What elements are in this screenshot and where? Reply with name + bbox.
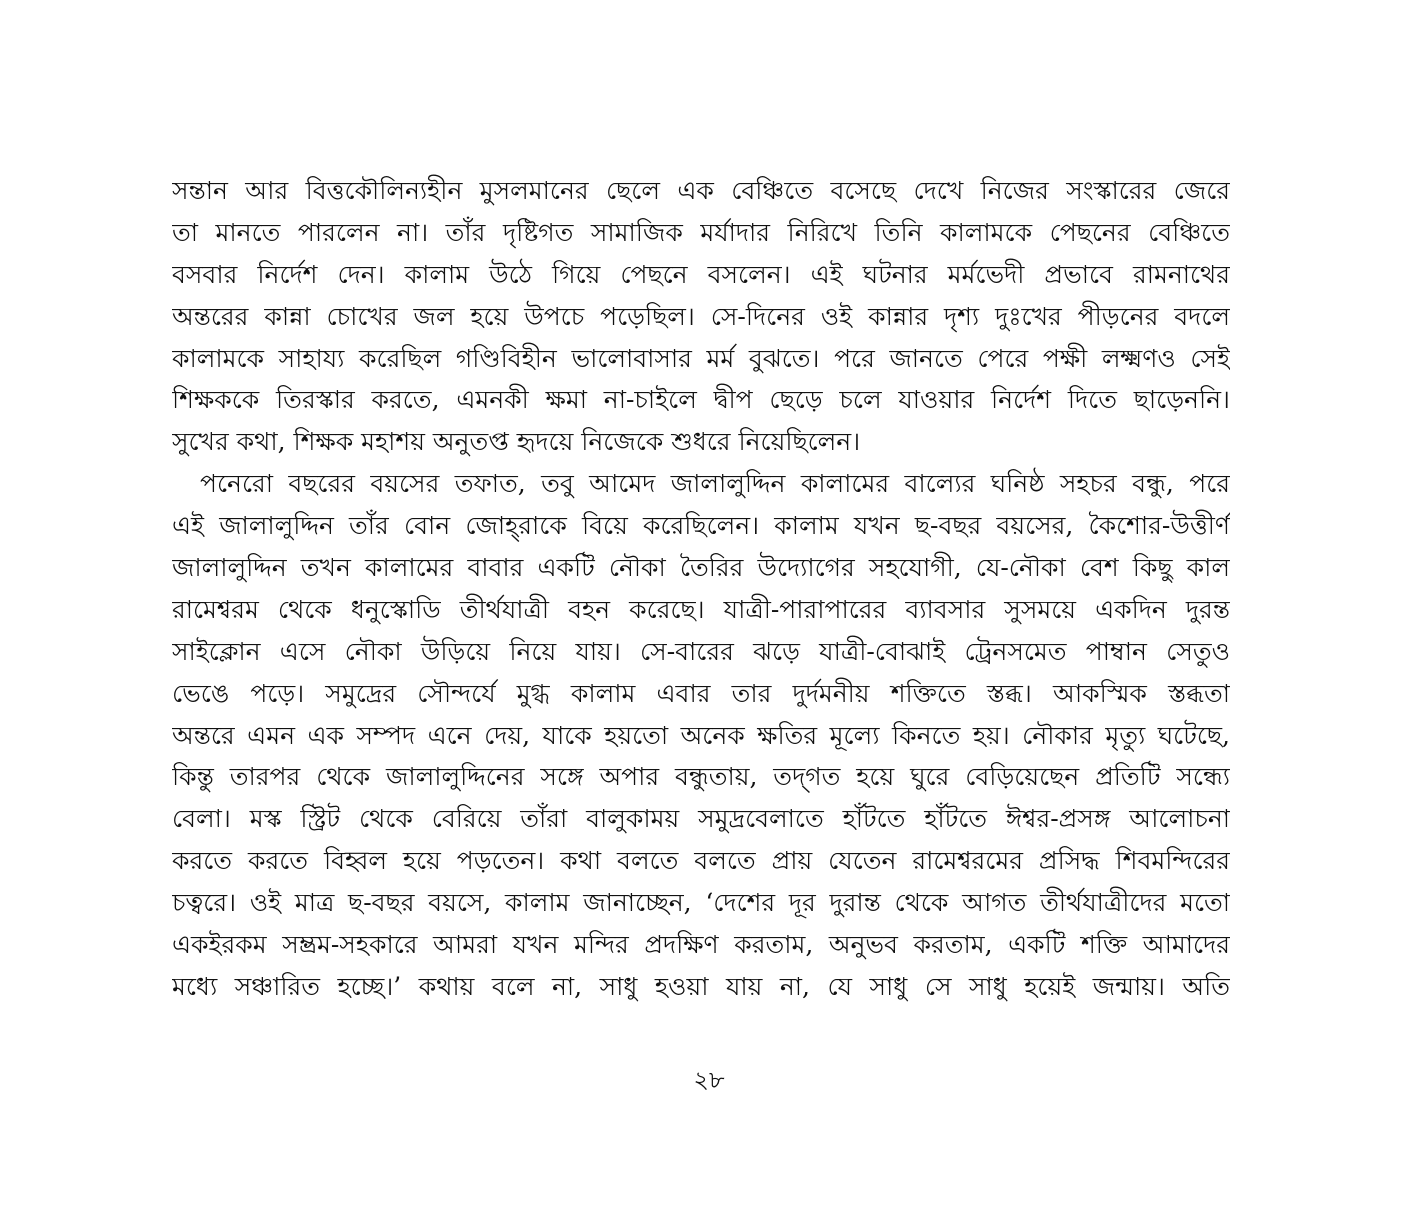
text-line: করতে করতে বিহ্বল হয়ে পড়তেন। কথা বলতে বলতে প্রায় যেতেন রামেশ্বরমের প্রসিদ্ধ শিবমন্দিরের	[172, 846, 1230, 876]
text-body	[172, 170, 1230, 1008]
text-line: রামেশ্বরম থেকে ধনুস্কোডি তীর্থযাত্রী বহন করেছে। যাত্রী-পারাপারের ব্যাবসার সুসময়ে একদিন দুরন্ত	[172, 594, 1230, 624]
text-line: বেলা। মস্ক স্ট্রিট থেকে বেরিয়ে তাঁরা বালুকাময় সমুদ্রবেলাতে হাঁটতে হাঁটতে ঈশ্বর-প্রসঙ্গ আলোচনা	[172, 804, 1230, 834]
paragraph-2	[172, 463, 1230, 1008]
text-line: অন্তরে এমন এক সম্পদ এনে দেয়, যাকে হয়তো অনেক ক্ষতির মূল্যে কিনতে হয়। নৌকার মৃত্যু ঘটেছে,	[172, 720, 1230, 750]
text-line: চত্বরে। ওই মাত্র ছ-বছর বয়সে, কালাম জানাচ্ছেন, ‘দেশের দূর দুরান্ত থেকে আগত তীর্থযাত্রীদের মতো	[172, 888, 1230, 918]
text-line: জালালুদ্দিন তখন কালামের বাবার একটি নৌকা তৈরির উদ্যোগের সহযোগী, যে-নৌকা বেশ কিছু কাল	[172, 553, 1230, 583]
text-line: অন্তরের কান্না চোখের জল হয়ে উপচে পড়েছিল। সে-দিনের ওই কান্নার দৃশ্য দুঃখের পীড়নের বদলে	[172, 301, 1230, 331]
text-line: পনেরো বছরের বয়সের তফাত, তবু আমেদ জালালুদ্দিন কালামের বাল্যের ঘনিষ্ঠ সহচর বন্ধু, পরে	[200, 469, 1230, 499]
text-line: সন্তান আর বিত্তকৌলিন্যহীন মুসলমানের ছেলে এক বেঞ্চিতে বসেছে দেখে নিজের সংস্কারের জেরে	[172, 176, 1230, 205]
text-line: শিক্ষককে তিরস্কার করতে, এমনকী ক্ষমা না-চাইলে দ্বীপ ছেড়ে চলে যাওয়ার নির্দেশ দিতে ছাড়েননি।	[172, 385, 1230, 415]
text-line: মধ্যে সঞ্চারিত হচ্ছে।’ কথায় বলে না, সাধু হওয়া যায় না, যে সাধু সে সাধু হয়েই জন্মায়। অতি	[172, 971, 1230, 1001]
text-line: কালামকে সাহায্য করেছিল গণ্ডিবিহীন ভালোবাসার মর্ম বুঝতে। পরে জানতে পেরে পক্ষী লক্ষ্মণও সেই	[172, 343, 1230, 373]
paragraph-1	[172, 170, 1230, 463]
text-line: একইরকম সম্ভ্রম-সহকারে আমরা যখন মন্দির প্রদক্ষিণ করতাম, অনুভব করতাম, একটি শক্তি আমাদের	[172, 930, 1230, 960]
page-number: ২৮	[693, 1066, 725, 1094]
text-line: সাইক্লোন এসে নৌকা উড়িয়ে নিয়ে যায়। সে-বারের ঝড়ে যাত্রী-বোঝাই ট্রেনসমেত পাম্বান সেতুও	[172, 636, 1230, 666]
text-line: কিন্তু তারপর থেকে জালালুদ্দিনের সঙ্গে অপার বন্ধুতায়, তদ্‌গত হয়ে ঘুরে বেড়িয়েছেন প্রতিটি সন্ধ্যে	[172, 762, 1230, 792]
text-line: সুখের কথা, শিক্ষক মহাশয় অনুতপ্ত হৃদয়ে নিজেকে শুধরে নিয়েছিলেন।	[172, 427, 861, 457]
text-line: বসবার নির্দেশ দেন। কালাম উঠে গিয়ে পেছনে বসলেন। এই ঘটনার মর্মভেদী প্রভাবে রামনাথের	[172, 259, 1230, 289]
text-line: এই জালালুদ্দিন তাঁর বোন জোহ্‌রাকে বিয়ে করেছিলেন। কালাম যখন ছ-বছর বয়সের, কৈশোর-উত্তীর্ণ	[172, 511, 1230, 541]
text-line: ভেঙে পড়ে। সমুদ্রের সৌন্দর্যে মুগ্ধ কালাম এবার তার দুর্দমনীয় শক্তিতে স্তব্ধ। আকস্মিক স্তব্ধতা	[172, 678, 1230, 708]
text-line: তা মানতে পারলেন না। তাঁর দৃষ্টিগত সামাজিক মর্যাদার নিরিখে তিনি কালামকে পেছনের বেঞ্চিতে	[172, 217, 1230, 247]
